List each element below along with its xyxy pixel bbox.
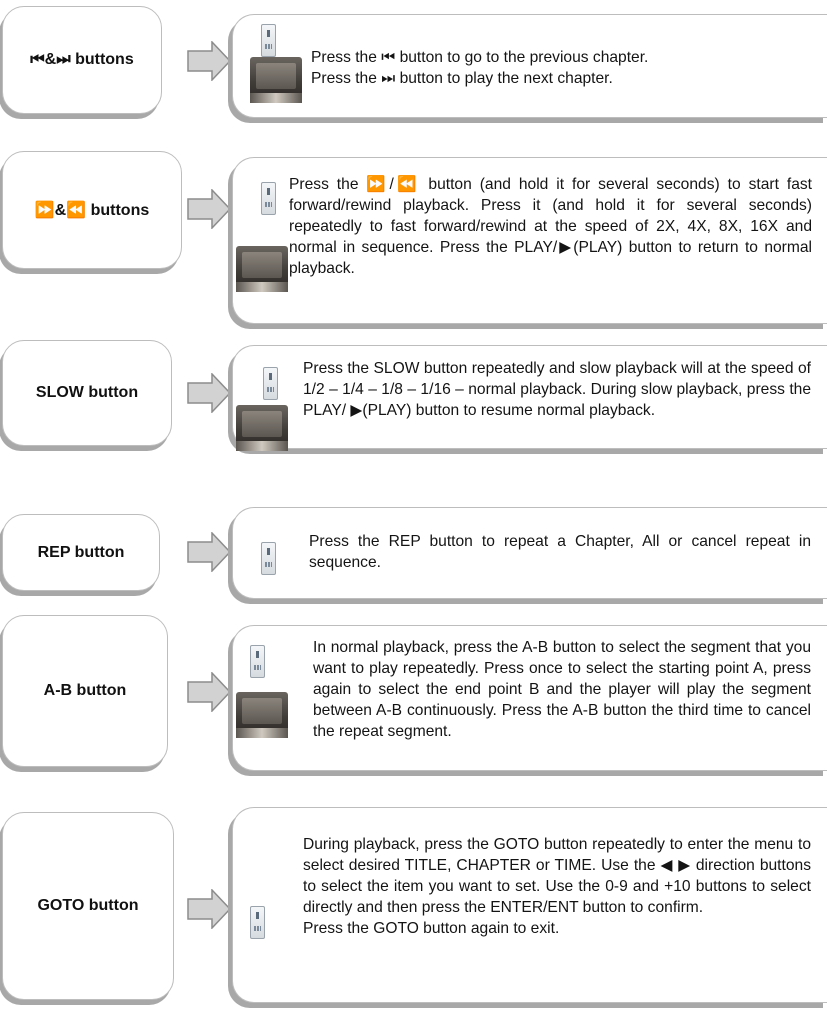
- right-arrow-icon: [186, 373, 232, 413]
- right-arrow-icon: [186, 41, 232, 81]
- instruction-paragraph: During playback, press the GOTO button repeatedly to enter the menu to select desired TITLE, CHAPTER or TIME. Use the ◀ ▶ direction buttons to select the item you want to set. Use the 0-9 and +10 buttons to select directly and then press the ENTER/ENT button to confirm.: [303, 836, 811, 916]
- label-card: [2, 6, 162, 114]
- right-arrow-icon: [186, 532, 232, 572]
- section-label: SLOW button: [35, 384, 139, 401]
- content-card: [232, 625, 827, 771]
- remote-control-icon: [261, 182, 276, 215]
- instruction-paragraph: Press the REP button to repeat a Chapter, All or cancel repeat in sequence.: [309, 533, 811, 571]
- content-card: [232, 14, 827, 118]
- section-label: GOTO button: [37, 897, 139, 914]
- right-arrow-icon: [186, 672, 232, 712]
- instruction-paragraph: In normal playback, press the A-B button to select the segment that you want to play repeatedly. Press once to select the starting point A, press again to select the end point B and the player will play the segment between A-B continuously. Press the A-B button the third time to cancel the repeat segment.: [313, 639, 811, 740]
- dvd-player-icon: [236, 405, 288, 451]
- content-card: [232, 157, 827, 324]
- content-card: [232, 507, 827, 599]
- content-text: [289, 174, 812, 279]
- content-card: [232, 807, 827, 1003]
- remote-control-icon: [250, 645, 265, 678]
- content-text: [311, 47, 811, 89]
- section-label: ⏮&⏭ buttons: [30, 51, 134, 68]
- instruction-line: Press the ⏮ button to go to the previous chapter.: [311, 49, 649, 66]
- dvd-player-icon: [250, 57, 302, 103]
- content-text: [309, 531, 811, 573]
- instruction-paragraph: Press the ⏩/⏪ button (and hold it for several seconds) to start fast forward/rewind playback. Press it (and hold it for several seconds) repeatedly to fast forward/rewind at the speed of 2X, 4X, 8X, 16X and normal in sequence. Press the PLAY/▶(PLAY) button to return to normal playback.: [289, 176, 812, 277]
- content-text: [303, 358, 811, 421]
- remote-control-icon: [263, 367, 278, 400]
- dvd-player-icon: [236, 692, 288, 738]
- content-text: [303, 834, 811, 939]
- instruction-line: Press the ⏭ button to play the next chapter.: [311, 70, 613, 87]
- label-card: [2, 340, 172, 446]
- content-text: [313, 637, 811, 742]
- remote-control-icon: [261, 542, 276, 575]
- instruction-paragraph: Press the GOTO button again to exit.: [303, 920, 560, 937]
- label-card: [2, 812, 174, 1000]
- dvd-player-icon: [236, 246, 288, 292]
- right-arrow-icon: [186, 189, 232, 229]
- label-card: [2, 615, 168, 767]
- label-card: [2, 151, 182, 269]
- label-card: [2, 514, 160, 591]
- instruction-paragraph: Press the SLOW button repeatedly and slow playback will at the speed of 1/2 – 1/4 – 1/8 – 1/16 – normal playback. During slow playback, press the PLAY/ ▶(PLAY) button to resume normal playback.: [303, 360, 811, 419]
- remote-control-icon: [250, 906, 265, 939]
- content-card: [232, 345, 827, 449]
- section-label: ⏩&⏪ buttons: [34, 202, 150, 219]
- remote-control-icon: [261, 24, 276, 57]
- right-arrow-icon: [186, 889, 232, 929]
- section-label: A-B button: [43, 682, 127, 699]
- section-label: REP button: [37, 543, 125, 561]
